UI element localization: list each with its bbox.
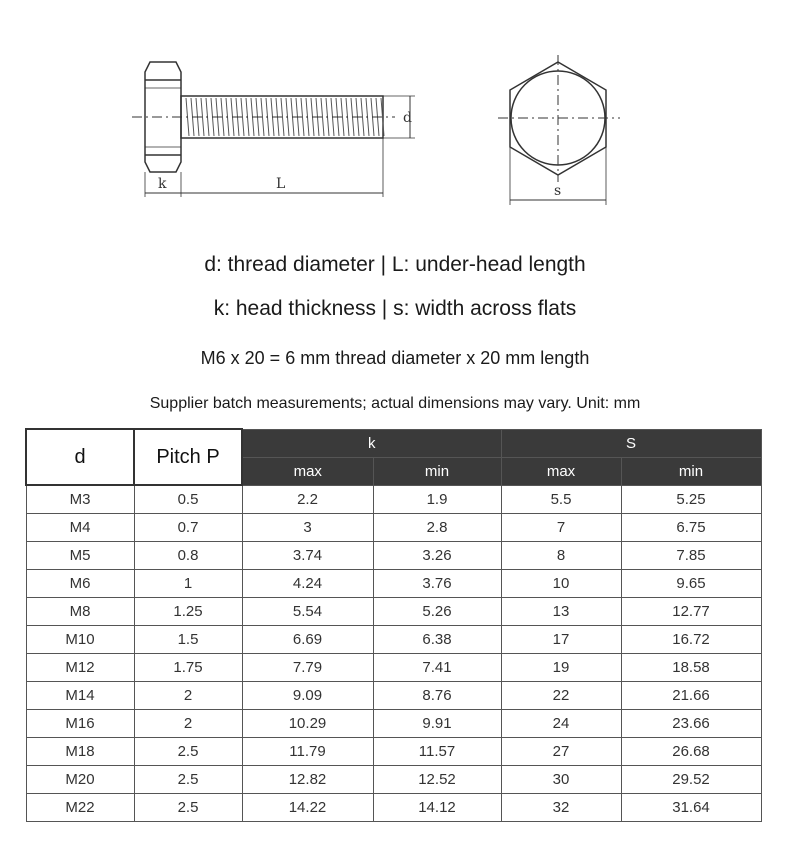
cell-k-max: 9.09: [242, 682, 373, 710]
cell-k-min: 5.26: [373, 598, 501, 626]
cell-s-min: 9.65: [621, 570, 761, 598]
cell-size: M22: [26, 794, 134, 822]
cell-s-min: 29.52: [621, 766, 761, 794]
bolt-dimension-diagram: [0, 0, 790, 215]
cell-s-max: 13: [501, 598, 621, 626]
cell-s-min: 31.64: [621, 794, 761, 822]
cell-pitch: 1.5: [134, 626, 242, 654]
cell-pitch: 1.75: [134, 654, 242, 682]
cell-pitch: 1.25: [134, 598, 242, 626]
cell-size: M5: [26, 542, 134, 570]
cell-s-max: 5.5: [501, 485, 621, 514]
header-k: k: [242, 429, 501, 457]
bolt-spec-table: [25, 428, 762, 822]
cell-s-max: 19: [501, 654, 621, 682]
table-row: [26, 570, 761, 598]
cell-k-max: 10.29: [242, 710, 373, 738]
cell-s-max: 30: [501, 766, 621, 794]
cell-s-max: 22: [501, 682, 621, 710]
cell-k-max: 3: [242, 514, 373, 542]
table-row: [26, 598, 761, 626]
cell-s-min: 21.66: [621, 682, 761, 710]
cell-k-min: 1.9: [373, 485, 501, 514]
cell-pitch: 0.8: [134, 542, 242, 570]
cell-pitch: 0.5: [134, 485, 242, 514]
cell-k-min: 14.12: [373, 794, 501, 822]
cell-k-max: 12.82: [242, 766, 373, 794]
label-d: d: [403, 110, 412, 126]
caption-note: Supplier batch measurements; actual dimensions may vary. Unit: mm: [149, 395, 641, 412]
cell-size: M16: [26, 710, 134, 738]
header-k-max: max: [242, 457, 373, 485]
cell-k-min: 7.41: [373, 654, 501, 682]
cell-s-max: 10: [501, 570, 621, 598]
cell-k-min: 3.26: [373, 542, 501, 570]
cell-pitch: 2: [134, 682, 242, 710]
cell-k-min: 12.52: [373, 766, 501, 794]
table-row: [26, 738, 761, 766]
cell-pitch: 0.7: [134, 514, 242, 542]
caption-d-l: d: thread diameter | L: under-head length: [204, 253, 586, 276]
cell-size: M14: [26, 682, 134, 710]
header-d: d: [26, 429, 134, 485]
table-row: [26, 654, 761, 682]
cell-size: M10: [26, 626, 134, 654]
label-L: L: [276, 176, 286, 192]
table-row: [26, 766, 761, 794]
bolt-side-view: [132, 62, 415, 197]
cell-size: M6: [26, 570, 134, 598]
label-s: s: [554, 183, 562, 199]
cell-size: M20: [26, 766, 134, 794]
cell-s-min: 12.77: [621, 598, 761, 626]
cell-k-max: 7.79: [242, 654, 373, 682]
cell-k-min: 2.8: [373, 514, 501, 542]
cell-k-max: 11.79: [242, 738, 373, 766]
cell-pitch: 1: [134, 570, 242, 598]
cell-pitch: 2.5: [134, 794, 242, 822]
table-row: [26, 626, 761, 654]
cell-s-min: 23.66: [621, 710, 761, 738]
cell-k-max: 3.74: [242, 542, 373, 570]
cell-s-min: 7.85: [621, 542, 761, 570]
table-row: [26, 794, 761, 822]
table-row: [26, 514, 761, 542]
caption-k-s: k: head thickness | s: width across flats: [213, 297, 577, 320]
cell-s-min: 5.25: [621, 485, 761, 514]
cell-k-min: 3.76: [373, 570, 501, 598]
cell-k-min: 11.57: [373, 738, 501, 766]
cell-k-max: 2.2: [242, 485, 373, 514]
cell-size: M18: [26, 738, 134, 766]
cell-pitch: 2.5: [134, 766, 242, 794]
header-s-max: max: [501, 457, 621, 485]
cell-pitch: 2: [134, 710, 242, 738]
label-k: k: [158, 176, 167, 192]
cell-size: M12: [26, 654, 134, 682]
table-row: [26, 542, 761, 570]
cell-s-max: 8: [501, 542, 621, 570]
cell-s-max: 17: [501, 626, 621, 654]
cell-k-max: 4.24: [242, 570, 373, 598]
header-s: S: [501, 429, 761, 457]
cell-s-min: 16.72: [621, 626, 761, 654]
cell-k-min: 9.91: [373, 710, 501, 738]
cell-s-min: 26.68: [621, 738, 761, 766]
table-row: [26, 485, 761, 514]
caption-example: M6 x 20 = 6 mm thread diameter x 20 mm length: [200, 348, 590, 368]
cell-s-max: 32: [501, 794, 621, 822]
header-pitch: Pitch P: [134, 429, 242, 485]
cell-size: M8: [26, 598, 134, 626]
header-s-min: min: [621, 457, 761, 485]
cell-k-min: 6.38: [373, 626, 501, 654]
cell-s-max: 27: [501, 738, 621, 766]
cell-size: M4: [26, 514, 134, 542]
cell-s-max: 24: [501, 710, 621, 738]
cell-k-max: 5.54: [242, 598, 373, 626]
cell-s-min: 6.75: [621, 514, 761, 542]
table-row: [26, 682, 761, 710]
cell-size: M3: [26, 485, 134, 514]
cell-s-min: 18.58: [621, 654, 761, 682]
header-k-min: min: [373, 457, 501, 485]
cell-pitch: 2.5: [134, 738, 242, 766]
table-row: [26, 710, 761, 738]
cell-k-max: 14.22: [242, 794, 373, 822]
cell-s-max: 7: [501, 514, 621, 542]
cell-k-min: 8.76: [373, 682, 501, 710]
cell-k-max: 6.69: [242, 626, 373, 654]
